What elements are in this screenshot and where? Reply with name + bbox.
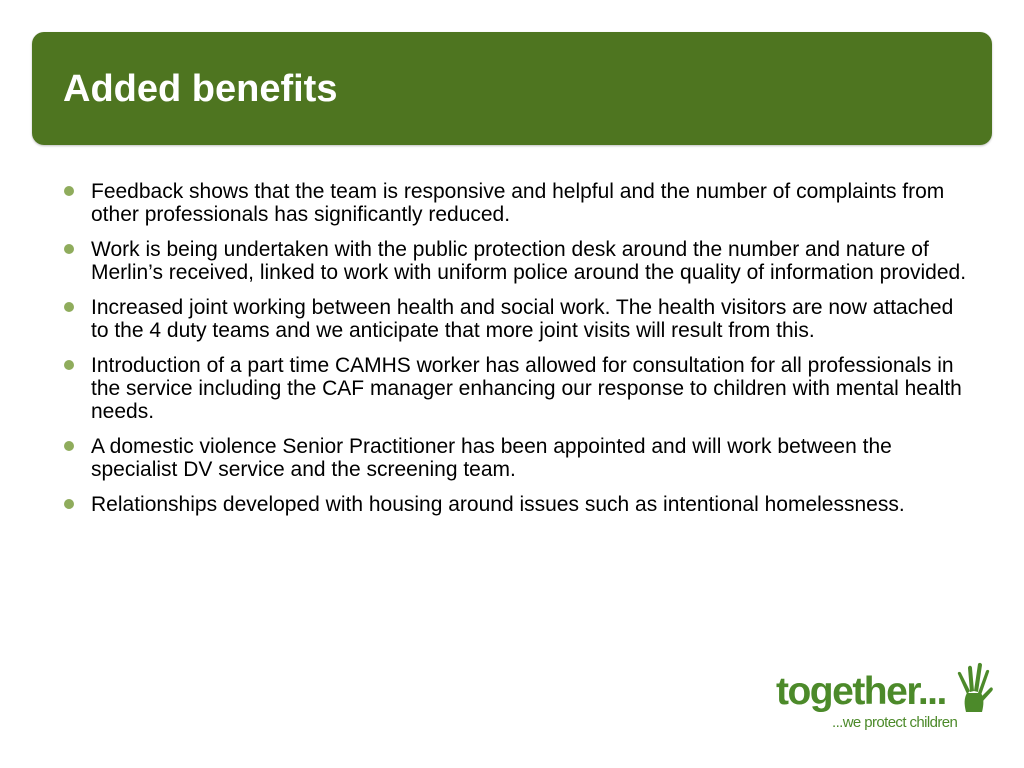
bullet-item (63, 493, 968, 516)
title-bar (32, 32, 992, 145)
together-logo (776, 662, 996, 742)
logo-wordmark: together... (776, 670, 946, 713)
bullet-item (63, 180, 968, 226)
bullet-dot-icon (64, 302, 74, 312)
bullet-dot-icon (64, 360, 74, 370)
bullet-item (63, 296, 968, 342)
bullet-dot-icon (64, 441, 74, 451)
bullet-dot-icon (64, 186, 74, 196)
bullet-dot-icon (64, 244, 74, 254)
bullet-item (63, 435, 968, 481)
logo-tagline: ...we protect children (832, 714, 958, 731)
bullet-list (63, 180, 968, 528)
bullet-item (63, 238, 968, 284)
bullet-dot-icon (64, 499, 74, 509)
bullet-text: A domestic violence Senior Practitioner has been appointed and will work between the specialist DV service and the screening team. (91, 435, 892, 481)
bullet-text: Increased joint working between health and social work. The health visitors are now attached to the 4 duty teams and we anticipate that more joint visits will result from this. (91, 296, 954, 342)
bullet-text: Work is being undertaken with the public protection desk around the number and nature of Merlin’s received, linked to work with uniform police around the quality of information provided. (91, 238, 967, 284)
bullet-item (63, 354, 968, 423)
hand-icon (954, 662, 994, 714)
slide-title: Added benefits (63, 68, 338, 110)
bullet-text: Relationships developed with housing around issues such as intentional homelessness. (91, 493, 905, 516)
bullet-text: Introduction of a part time CAMHS worker has allowed for consultation for all professionals in the service including the CAF manager enhancing our response to children with mental health needs. (91, 354, 962, 423)
bullet-text: Feedback shows that the team is responsive and helpful and the number of complaints from other professionals has significantly reduced. (91, 180, 945, 226)
